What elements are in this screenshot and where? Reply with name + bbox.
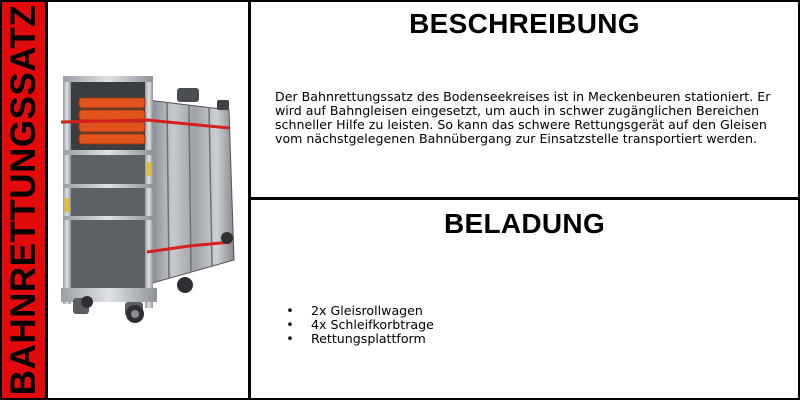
frame-rail (63, 76, 153, 82)
winch (177, 88, 199, 102)
wheel (221, 232, 233, 244)
description-title: BESCHREIBUNG (409, 8, 640, 39)
stretcher-crate (79, 122, 145, 132)
wheel (81, 296, 93, 308)
frame-rail (63, 216, 153, 220)
loading-section (251, 200, 798, 398)
frame-post (63, 78, 71, 304)
side-banner (2, 2, 48, 398)
photo-cell (49, 2, 248, 398)
winch (217, 100, 229, 110)
description-section (251, 2, 798, 197)
warning-label (147, 162, 151, 176)
stretcher-crate (79, 98, 145, 108)
frame-rail (63, 184, 153, 188)
rescue-trolley-photo (49, 2, 248, 398)
list-item-label: Rettungsplattform (311, 331, 426, 346)
loading-list (285, 304, 434, 346)
bullet: • (286, 303, 294, 318)
tread-plate (71, 152, 147, 292)
list-item (285, 332, 434, 346)
wheel-hub (131, 310, 139, 318)
frame-rail (63, 150, 153, 155)
wheel (177, 277, 193, 293)
bullet: • (286, 331, 294, 346)
description-text: Der Bahnrettungssatz des Bodenseekreises ist in Meckenbeuren stationiert. Er wird auf Bahngleisen eingesetzt, um auch in schwer zugänglichen Bereichen schneller Hilfe zu leisten. So kann das schwere Rettungsgerät auf den Gleisen vom nächstgelegenen Bahnübergang zur Einsatzstelle transportiert werden. (275, 89, 771, 146)
stretcher-crate (79, 134, 145, 144)
list-item (285, 318, 434, 332)
stretcher-crate (79, 110, 145, 120)
side-banner-label: BAHNRETTUNGSSATZ (3, 4, 43, 396)
list-item (285, 304, 434, 318)
loading-title: BELADUNG (443, 208, 606, 239)
frame-post (145, 76, 153, 308)
bullet: • (286, 317, 294, 332)
list-item-label: 2x Gleisrollwagen (311, 303, 423, 318)
list-item-label: 4x Schleifkorbtrage (311, 317, 434, 332)
warning-label (65, 198, 69, 212)
